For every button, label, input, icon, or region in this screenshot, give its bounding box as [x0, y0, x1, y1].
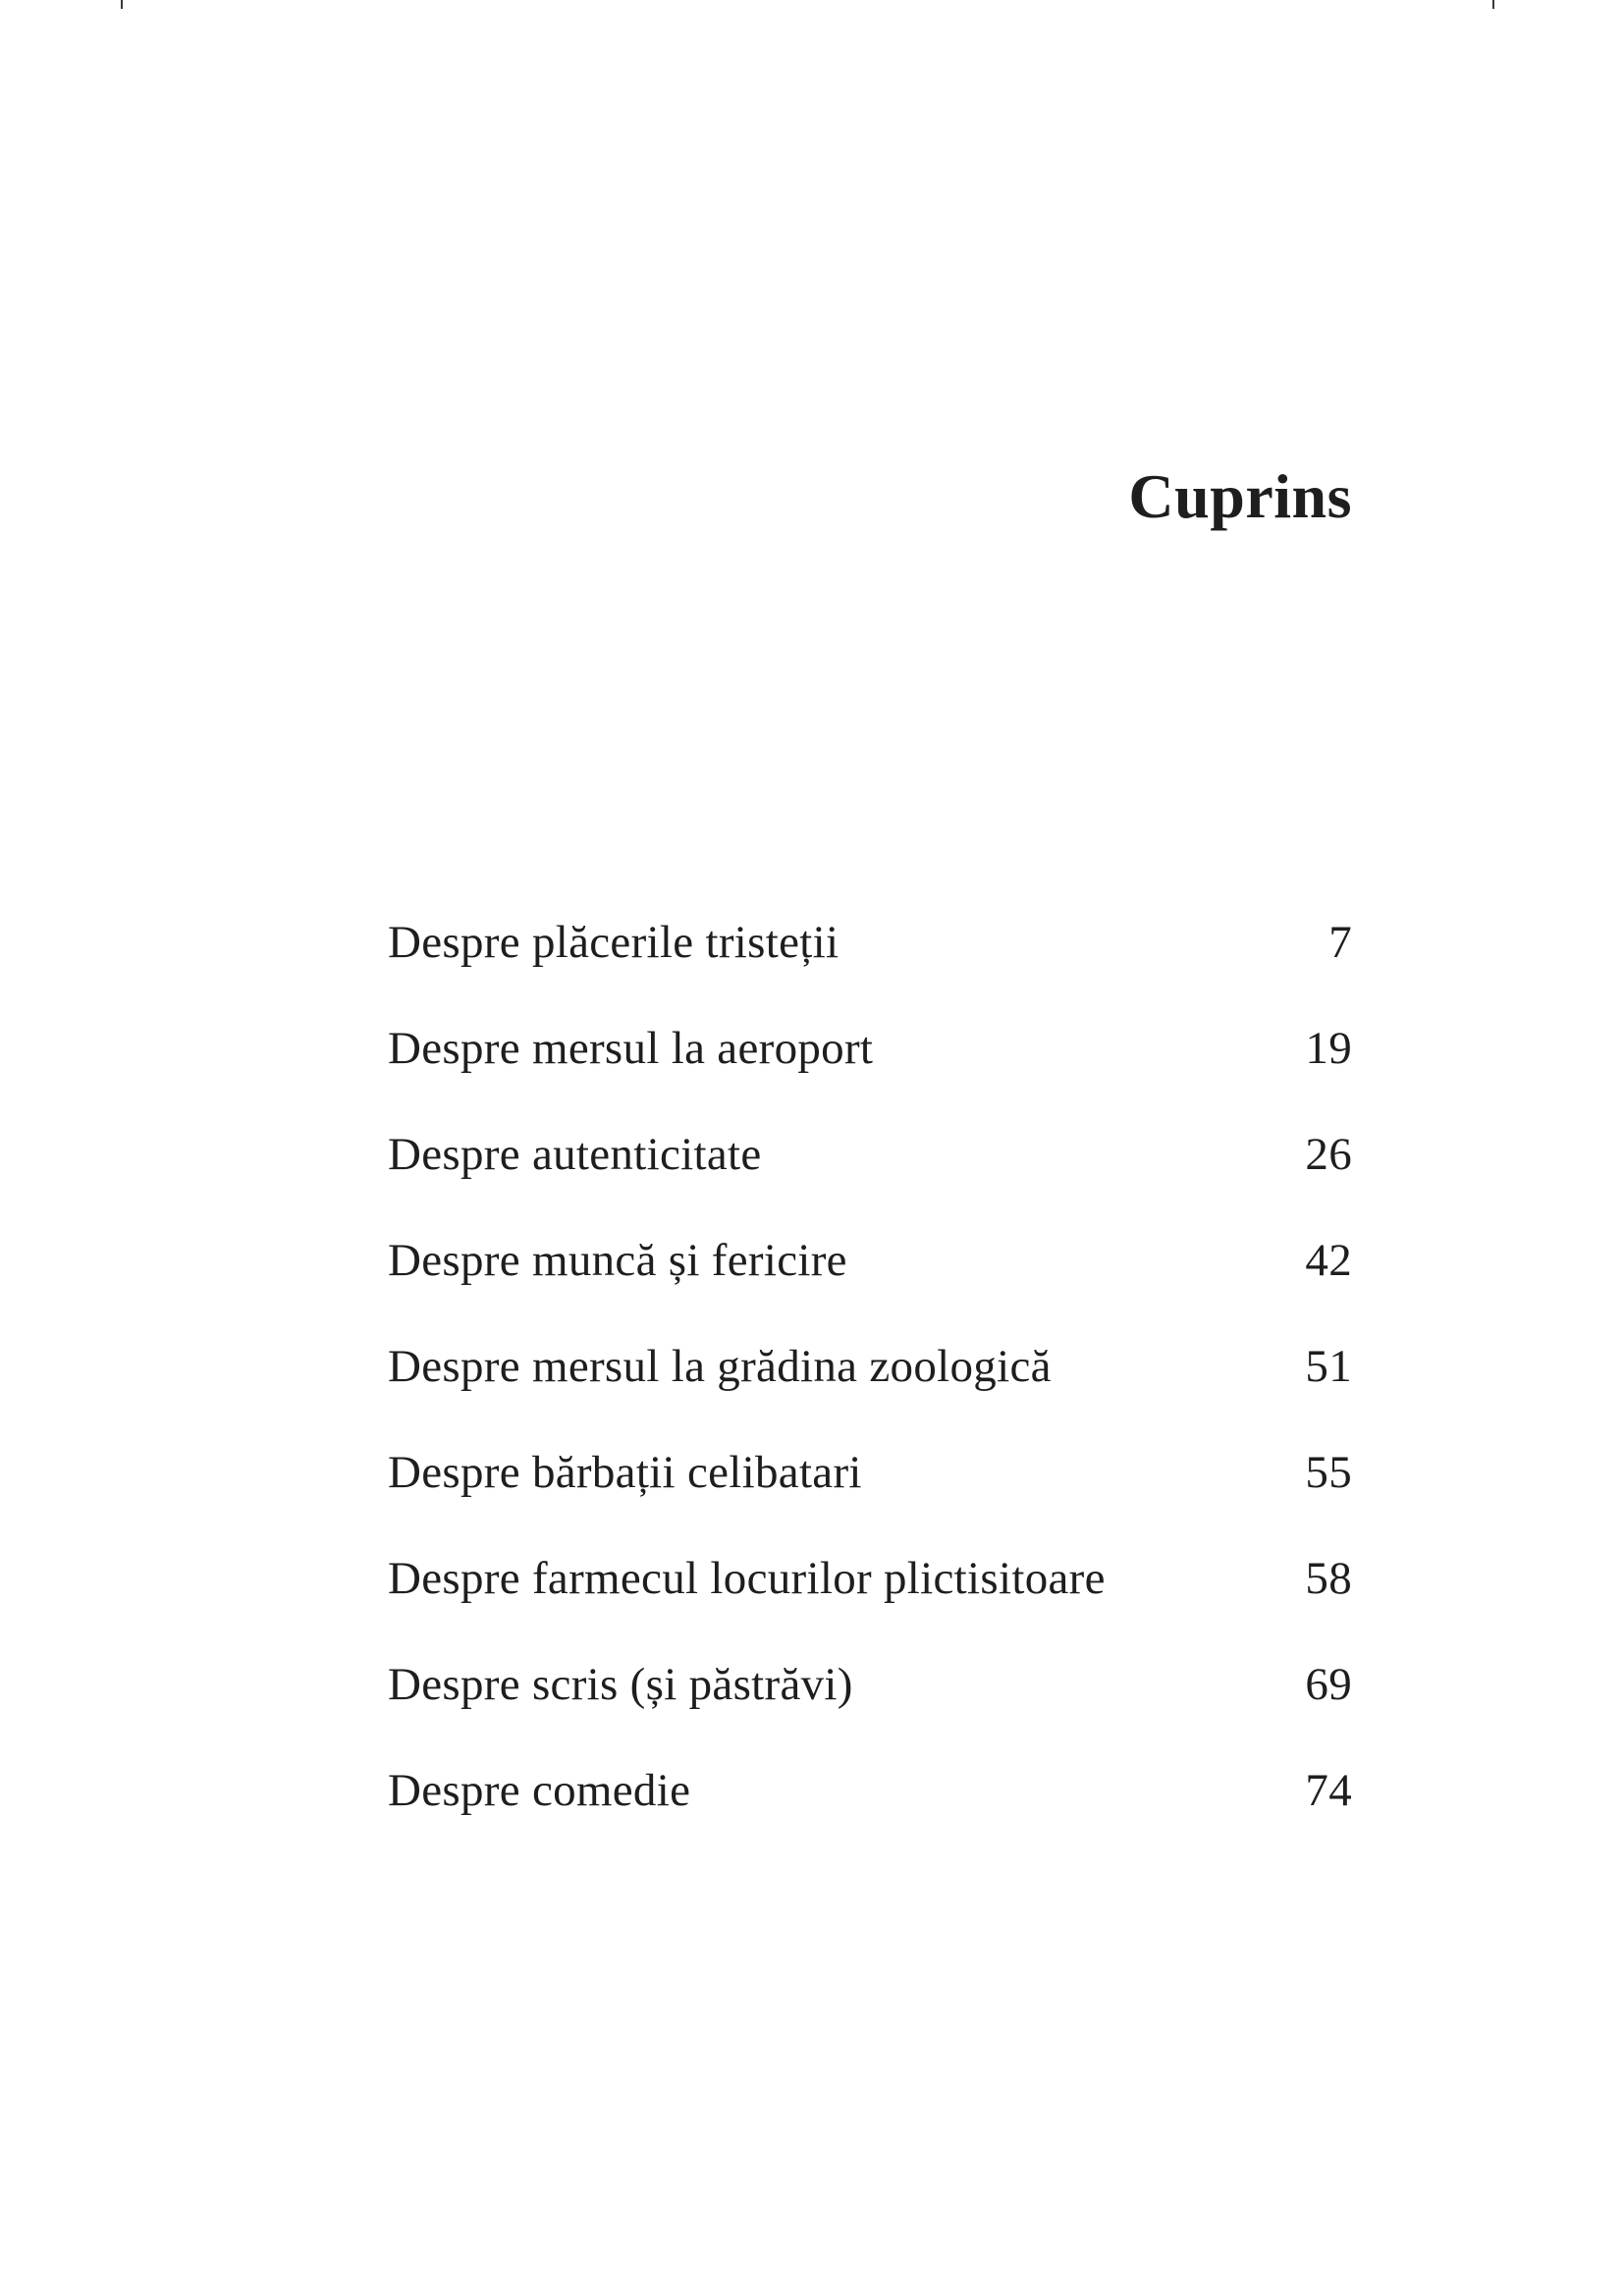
toc-entry-title: Despre plăcerile tristeții — [388, 917, 839, 968]
toc-row — [388, 1631, 1352, 1737]
toc-entry-title: Despre mersul la aeroport — [388, 1023, 874, 1074]
toc-entry-title: Despre farmecul locurilor plictisitoare — [388, 1553, 1106, 1604]
toc-row — [388, 1313, 1352, 1419]
toc-entry-page-number: 58 — [1305, 1553, 1352, 1604]
crop-mark-top-right — [1492, 0, 1494, 9]
toc-row — [388, 995, 1352, 1101]
toc-entry-title: Despre muncă și fericire — [388, 1235, 847, 1286]
toc-row — [388, 1737, 1352, 1843]
toc-entry-page-number: 55 — [1305, 1447, 1352, 1498]
table-of-contents — [388, 889, 1352, 1843]
toc-entry-page-number: 74 — [1305, 1765, 1352, 1816]
toc-entry-page-number: 42 — [1305, 1235, 1352, 1286]
toc-row — [388, 889, 1352, 995]
toc-entry-title: Despre bărbații celibatari — [388, 1447, 862, 1498]
toc-row — [388, 1419, 1352, 1525]
toc-entry-title: Despre autenticitate — [388, 1129, 762, 1180]
page-title: Cuprins — [1128, 461, 1352, 531]
toc-row — [388, 1207, 1352, 1313]
crop-mark-top-left — [121, 0, 123, 9]
toc-entry-page-number: 26 — [1305, 1129, 1352, 1180]
toc-entry-page-number: 7 — [1328, 917, 1352, 968]
toc-entry-page-number: 19 — [1305, 1023, 1352, 1074]
toc-row — [388, 1525, 1352, 1631]
toc-entry-title: Despre mersul la grădina zoologică — [388, 1341, 1052, 1392]
toc-entry-page-number: 51 — [1305, 1341, 1352, 1392]
toc-entry-title: Despre comedie — [388, 1765, 691, 1816]
toc-entry-title: Despre scris (și păstrăvi) — [388, 1659, 853, 1710]
toc-entry-page-number: 69 — [1305, 1659, 1352, 1710]
toc-row — [388, 1101, 1352, 1207]
